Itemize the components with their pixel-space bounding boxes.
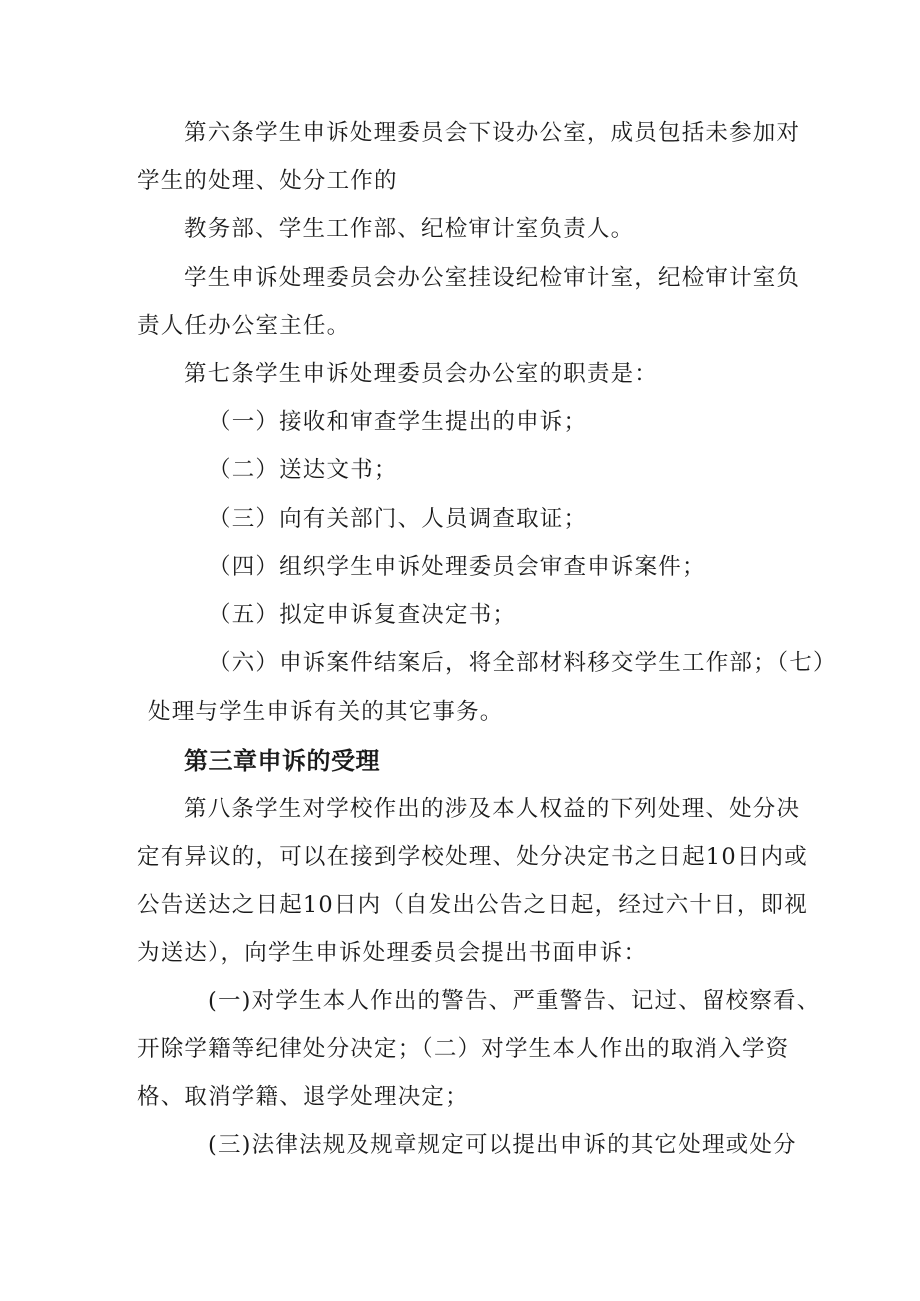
list-item: （五）拟定申诉复查决定书； (208, 602, 517, 628)
paragraph-line: 学生的处理、处分工作的 (137, 168, 398, 194)
list-item: （二）送达文书； (208, 457, 398, 483)
list-item: （一）接收和审查学生提出的申诉； (208, 409, 588, 435)
list-item: （六）申诉案件结案后，将全部材料移交学生工作部；（七） (208, 650, 837, 676)
paragraph-line: 格、取消学籍、退学处理决定； (137, 1084, 469, 1110)
paragraph-line: 开除学籍等纪律处分决定；（二）对学生本人作出的取消入学资 (137, 1036, 790, 1062)
paragraph-line: 公告送达之日起10日内（自发出公告之日起，经过六十日，即视 (137, 892, 808, 918)
list-item: (三)法律法规及规章规定可以提出申诉的其它处理或处分 (208, 1132, 797, 1158)
list-item: （四）组织学生申诉处理委员会审查申诉案件； (208, 554, 706, 580)
paragraph-line: 教务部、学生工作部、纪检审计室负责人。 (184, 216, 635, 242)
paragraph-line: 责人任办公室主任。 (137, 313, 351, 339)
paragraph-line: 定有异议的，可以在接到学校处理、处分决定书之日起10日内或 (137, 844, 808, 870)
paragraph-line: 学生申诉处理委员会办公室挂设纪检审计室，纪检审计室负 (184, 265, 801, 291)
list-item: 处理与学生申诉有关的其它事务。 (148, 699, 504, 725)
list-item: （三）向有关部门、人员调查取证； (208, 506, 588, 532)
paragraph-line: 为送达），向学生申诉处理委员会提出书面申诉： (137, 940, 648, 966)
paragraph-line: 第七条学生申诉处理委员会办公室的职责是： (184, 361, 659, 387)
paragraph-line: 第六条学生申诉处理委员会下设办公室，成员包括未参加对 (184, 120, 801, 146)
chapter-heading: 第三章申诉的受理 (184, 747, 380, 775)
paragraph-line: 第八条学生对学校作出的涉及本人权益的下列处理、处分决 (184, 796, 801, 822)
list-item: (一)对学生本人作出的警告、严重警告、记过、留校察看、 (208, 988, 821, 1014)
